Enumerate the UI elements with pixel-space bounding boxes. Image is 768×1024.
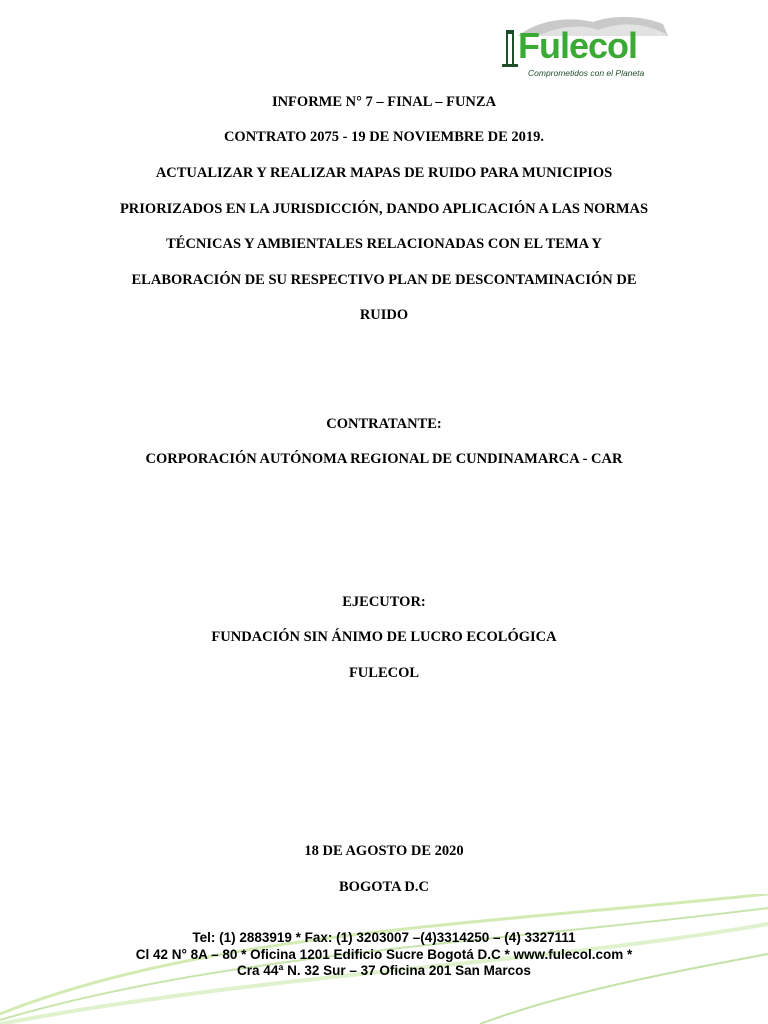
fulecol-logo (498, 14, 678, 82)
contratante-name: CORPORACIÓN AUTÓNOMA REGIONAL DE CUNDINAMARCA - CAR (145, 451, 623, 467)
ejecutor-name-1: FUNDACIÓN SIN ÁNIMO DE LUCRO ECOLÓGICA (211, 629, 557, 645)
contract-line: CONTRATO 2075 - 19 DE NOVIEMBRE DE 2019. (223, 129, 545, 145)
logo-tagline: Comprometidos con el Planeta (528, 68, 645, 78)
object-line-2: PRIORIZADOS EN LA JURISDICCIÓN, DANDO APLICACIÓN A LAS NORMAS (119, 201, 649, 217)
object-line-4: ELABORACIÓN DE SU RESPECTIVO PLAN DE DESCONTAMINACIÓN DE (131, 272, 637, 288)
object-line-1: ACTUALIZAR Y REALIZAR MAPAS DE RUIDO PARA MUNICIPIOS (155, 165, 613, 181)
footer-address: Cl 42 N° 8A – 80 * Oficina 1201 Edificio Sucre Bogotá D.C * www.fulecol.com * (135, 947, 633, 962)
document-city: BOGOTA D.C (339, 879, 429, 895)
ejecutor-name-2: FULECOL (348, 665, 420, 681)
object-line-3: TÉCNICAS Y AMBIENTALES RELACIONADAS CON EL TEMA Y (166, 236, 602, 252)
document-date: 18 DE AGOSTO DE 2020 (304, 843, 464, 859)
ejecutor-label: EJECUTOR: (342, 594, 426, 610)
report-title: INFORME N° 7 – FINAL – FUNZA (271, 94, 497, 110)
logo-wordmark: Fulecol (518, 25, 638, 66)
object-line-5: RUIDO (359, 307, 409, 323)
contratante-label: CONTRATANTE: (326, 416, 442, 432)
footer-phone: Tel: (1) 2883919 * Fax: (1) 3203007 –(4)3314250 – (4) 3327111 (192, 930, 576, 945)
footer-branch: Cra 44ª N. 32 Sur – 37 Oficina 201 San Marcos (237, 963, 531, 978)
